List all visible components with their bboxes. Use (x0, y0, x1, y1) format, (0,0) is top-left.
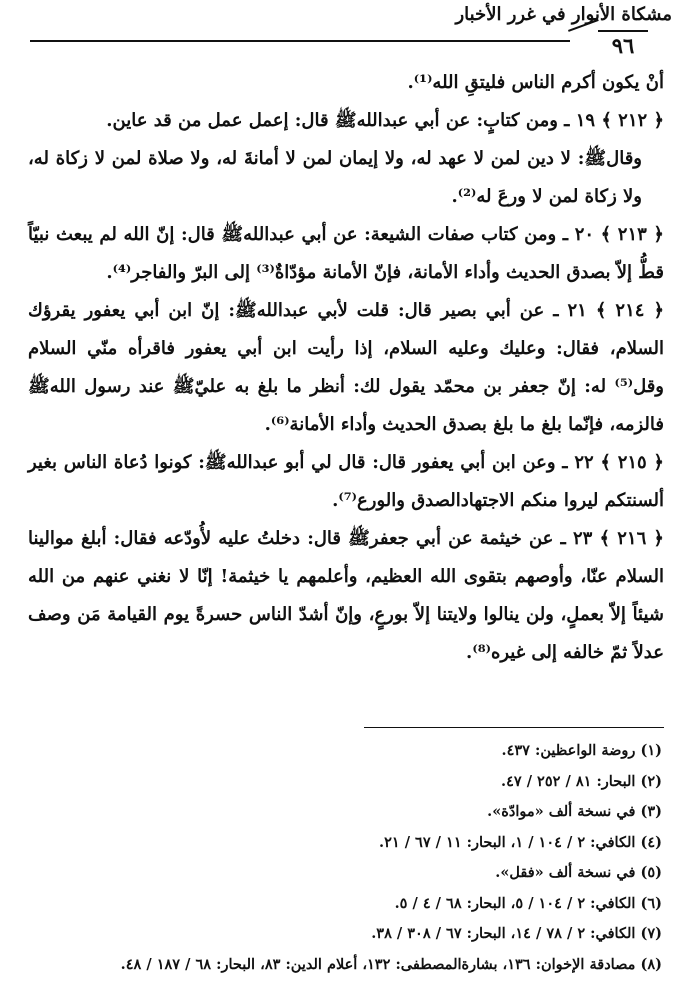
hadith-215: ﴿ ٢١٥ ﴾ ٢٢ ـ وعن ابن أبي يعفور قال: قال لي أبو عبدالله‌ﷺ: كونوا دُعاة الناس بغير ألسنتكم ليروا منكم الاجتهادالصدق والورع⁽⁷⁾. (28, 452, 664, 511)
hadith-212-continued: وقال‌ﷺ: لا دين لمن لا عهد له، ولا إيمان لمن لا أمانةَ له، ولا صلاة لمن لا زكاة له، ولا زكاة لمن لا ورعَ له⁽²⁾. (28, 148, 642, 207)
footnote-5: (٥) في نسخة ألف «فقل». (495, 864, 662, 881)
footnote-6: (٦) الكافي: ٢ / ١٠٤ / ٥، البحار: ٦٨ / ٤ / ٥. (394, 894, 662, 912)
footnote-8: (٨) مصادقة الإخوان: ١٣٦، بشارةالمصطفى: ١٣٢، أعلام الدين: ٨٣، البحار: ٦٨ / ١٨٧ / ٤٨. (120, 955, 662, 973)
paragraph-continuation: أنْ يكون أكرم الناس فليتقِ الله⁽¹⁾. (407, 72, 664, 93)
footnote-1: (١) روضة الواعظين: ٤٣٧. (501, 742, 662, 759)
running-header-title: مشكاة الأنوار في غرر الأخبار (455, 4, 672, 25)
page-number: ٩٦ (598, 30, 648, 58)
hadith-213: ﴿ ٢١٣ ﴾ ٢٠ ـ ومن كتاب صفات الشيعة: عن أبي عبدالله‌ﷺ قال: إنّ الله لم يبعث نبيّاً قطُّ إلاّ بصدق الحديث وأداء الأمانة، فإنّ الأمانة مؤدّاةٌ⁽³⁾ إلى البرّ والفاجر⁽⁴⁾. (28, 224, 664, 283)
footnote-7: (٧) الكافي: ٢ / ٧٨ / ١٤، البحار: ٦٧ / ٣٠٨ / ٣٨. (371, 925, 662, 942)
hadith-214: ﴿ ٢١٤ ﴾ ٢١ ـ عن أبي بصير قال: قلت لأبي عبدالله‌ﷺ: إنّ ابن أبي يعفور يقرؤك السلام، فقال: وعليك وعليه السلام، إذا رأيت ابن أبي يعفور فاقرأه منّي السلام وقل⁽⁵⁾ له: إنّ جعفر بن محمّد يقول لك: أنظر ما بلغ به عليّ‌ﷺ عند رسول الله‌ﷺ فالزمه، فإنّما بلغ ما بلغ بصدق الحديث وأداء الأمانة⁽⁶⁾. (28, 300, 664, 435)
footnote-4: (٤) الكافي: ٢ / ١٠٤ / ١، البحار: ١١ / ٦٧ / ٢١. (379, 833, 662, 851)
main-text (28, 64, 664, 672)
footnote-2: (٢) البحار: ٨١ / ٢٥٢ / ٤٧. (501, 772, 662, 790)
footnotes (28, 736, 662, 980)
header-rule (30, 40, 570, 42)
hadith-212: ﴿ ٢١٢ ﴾ ١٩ ـ ومن كتابٍ: عن أبي عبدالله‌ﷺ قال: إعمل عمل من قد عاين. (106, 110, 664, 131)
footnote-separator (364, 727, 664, 728)
hadith-216: ﴿ ٢١٦ ﴾ ٢٣ ـ عن خيثمة عن أبي جعفر‌ﷺ قال: دخلتُ عليه لأُودّعه فقال: أبلغ موالينا السلام عنّا، وأوصهم بتقوى الله العظيم، وأعلمهم يا خيثمة! إنّا لا نغني عنهم من الله شيئاً إلاّ بعملٍ، ولن ينالوا ولايتنا إلاّ بورعٍ، وإنّ أشدّ الناس حسرةً يوم القيامة مَن وصف عدلاً ثمّ خالفه إلى غيره⁽⁸⁾. (28, 528, 664, 663)
footnote-3: (٣) في نسخة ألف «موادّة». (487, 803, 662, 820)
